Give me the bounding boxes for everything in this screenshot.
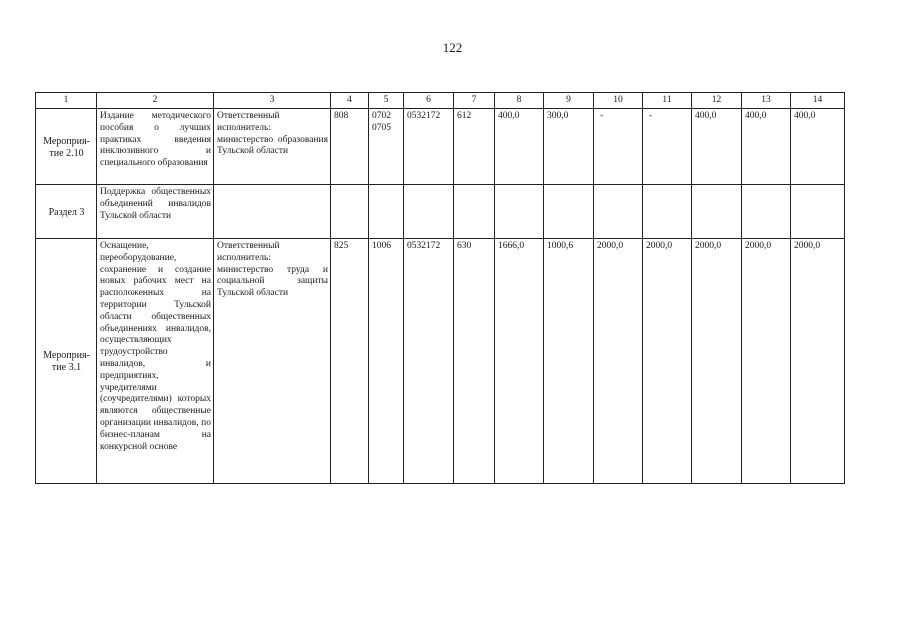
- cell-col-13: 2000,0: [742, 239, 791, 484]
- cell-col-6: 0532172: [404, 109, 454, 185]
- cell-col-4: 825: [331, 239, 369, 484]
- header-cell: 9: [544, 93, 594, 109]
- cell-col-14: 400,0: [791, 109, 845, 185]
- empty-cell: [692, 185, 742, 239]
- page-number: 122: [442, 40, 463, 55]
- cell-col-10: -: [594, 109, 643, 185]
- header-cell: 12: [692, 93, 742, 109]
- cell-col-10: 2000,0: [594, 239, 643, 484]
- cell-col-13: 400,0: [742, 109, 791, 185]
- header-cell: 2: [97, 93, 214, 109]
- header-cell: 13: [742, 93, 791, 109]
- cell-col-6: 0532172: [404, 239, 454, 484]
- cell-col-8: 1666,0: [495, 239, 544, 484]
- header-cell: 10: [594, 93, 643, 109]
- empty-cell: [369, 185, 404, 239]
- cell-col-5: 0702 0705: [369, 109, 404, 185]
- empty-cell: [643, 185, 692, 239]
- header-cell: 3: [214, 93, 331, 109]
- empty-cell: [404, 185, 454, 239]
- budget-table: [35, 92, 845, 484]
- row-label: Раздел 3: [36, 185, 97, 239]
- table-row: [36, 185, 845, 239]
- empty-cell: [454, 185, 495, 239]
- cell-col-4: 808: [331, 109, 369, 185]
- header-cell: 6: [404, 93, 454, 109]
- header-cell: 4: [331, 93, 369, 109]
- empty-cell: [742, 185, 791, 239]
- header-cell: 1: [36, 93, 97, 109]
- cell-col-7: 612: [454, 109, 495, 185]
- empty-cell: [544, 185, 594, 239]
- responsible-executor: Ответственный исполнитель: министерство труда и социальной защиты Тульской области: [214, 239, 331, 484]
- section-name: Поддержка общественных объединений инвалидов Тульской области: [97, 185, 214, 239]
- measure-name: Оснащение, переоборудование, сохранение и создание новых рабочих мест на расположенных на территории Тульской области общественных объединениях инвалидов, осуществляющих трудоустройство инвалидов, и предприятиях, учредителями (соучредителями) которых являются общественные организации инвалидов, по бизнес-планам на конкурсной основе: [97, 239, 214, 484]
- cell-col-11: 2000,0: [643, 239, 692, 484]
- empty-cell: [791, 185, 845, 239]
- empty-cell: [594, 185, 643, 239]
- responsible-executor: Ответственный исполнитель: министерство образования Тульской области: [214, 109, 331, 185]
- cell-col-8: 400,0: [495, 109, 544, 185]
- header-cell: 8: [495, 93, 544, 109]
- cell-col-7: 630: [454, 239, 495, 484]
- empty-cell: [214, 185, 331, 239]
- table-row: [36, 239, 845, 484]
- header-row: [36, 93, 845, 109]
- measure-name: Издание методического пособия о лучших практиках введения инклюзивного и специального образования: [97, 109, 214, 185]
- cell-col-14: 2000,0: [791, 239, 845, 484]
- cell-col-12: 400,0: [692, 109, 742, 185]
- table-row: [36, 109, 845, 185]
- empty-cell: [495, 185, 544, 239]
- row-label: Мероприя-тие 2.10: [36, 109, 97, 185]
- row-label: Мероприя-тие 3.1: [36, 239, 97, 484]
- header-cell: 7: [454, 93, 495, 109]
- header-cell: 5: [369, 93, 404, 109]
- cell-col-9: 1000,6: [544, 239, 594, 484]
- empty-cell: [331, 185, 369, 239]
- cell-col-11: -: [643, 109, 692, 185]
- cell-col-12: 2000,0: [692, 239, 742, 484]
- cell-col-5: 1006: [369, 239, 404, 484]
- cell-col-9: 300,0: [544, 109, 594, 185]
- header-cell: 14: [791, 93, 845, 109]
- header-cell: 11: [643, 93, 692, 109]
